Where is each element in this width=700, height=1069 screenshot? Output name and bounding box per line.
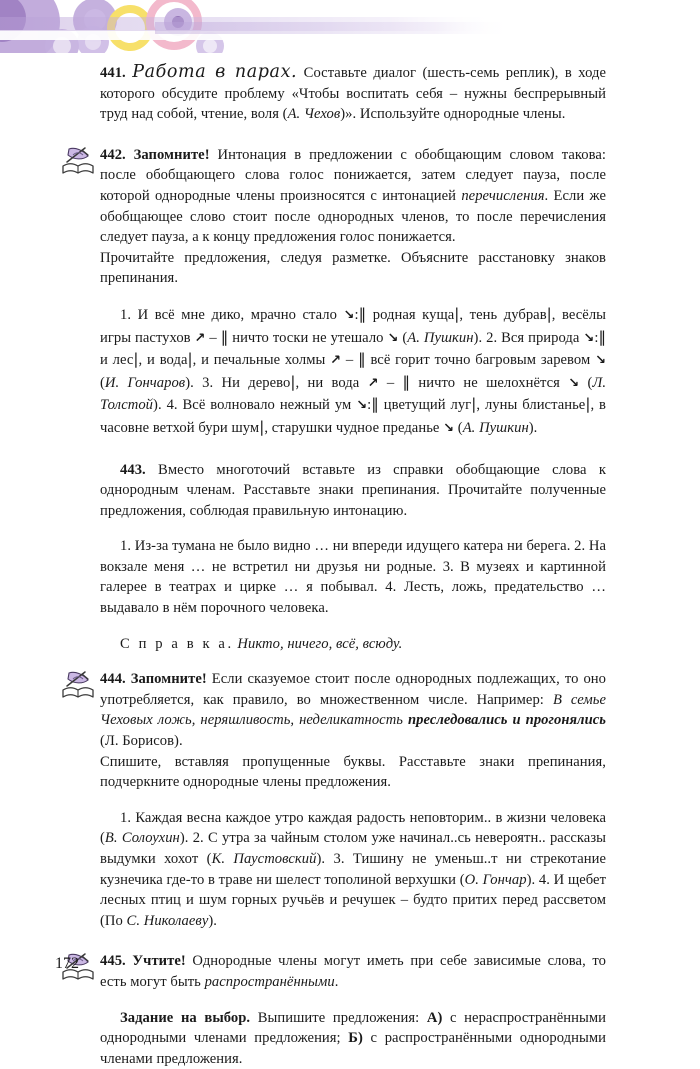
text-run-bolditalic: преследовались и прогонялись: [408, 712, 606, 729]
page-header-ornament: [0, 0, 700, 62]
text-run-italic: распространёнными: [204, 973, 335, 990]
text-run-spaced: С п р а в к а.: [120, 635, 234, 652]
exercise-445-task: Задание на выбор. Выпишите предложения: А) с нераспространёнными однородными членами предложения; Б) с распространёнными однородными членами предложения.: [100, 1009, 606, 1067]
text-run-bar: |: [454, 304, 460, 323]
text-run-bar: |: [585, 395, 591, 414]
text-run-bold: 444.: [100, 671, 126, 688]
exercise-444-rule: 444. Запомните! Если сказуемое стоит после однородных подлежащих, то оно употребляется, как правило, во множественном числе. Например: В семье Чеховых ложь, неряшливость, неделикатность преследовались и прогонялись (Л. Борисов).: [100, 671, 606, 750]
exercise-442-sentences: [100, 304, 606, 440]
text-run-italic: А. Пушкин: [407, 329, 474, 346]
open-book-with-quill-icon: [61, 146, 95, 176]
exercise-443-reference-text: [100, 634, 606, 655]
text-run-dbar: ‖: [371, 395, 379, 414]
text-run-mark: ↗: [367, 375, 379, 391]
exercise-445-rule: 445. Учтите! Однородные члены могут иметь при себе зависимые слова, то есть могут быть распространёнными.: [100, 953, 606, 990]
exercise-443-body: [100, 536, 606, 618]
exercise-444: [100, 669, 606, 793]
text-run-bold: А): [426, 1009, 443, 1026]
open-book-with-quill-icon: [61, 670, 95, 700]
text-run-bar: |: [546, 304, 552, 323]
exercise-443-task: 443. Вместо многоточий вставьте из справки обобщающие слова к однородным членам. Расставьте знаки препинания. Прочитайте полученные предложения, соблюдая правильную интонацию.: [100, 461, 606, 519]
text-run-italic: С. Николаеву: [126, 912, 209, 929]
text-run-italic: В семье Чеховых ложь, неряшливость, неделикатность: [100, 691, 606, 729]
exercise-443-sentences: 1. Из-за тумана не было видно … ни впереди идущего катера ни берега. 2. На вокзале меня … не встретил ни друзья ни родные. 3. В музеях и картинной галерее в театрах и цирке … я побывал. 4. Лесть, ложь, предательство … выдавало в нём порочного человека.: [100, 538, 606, 617]
text-run-mark: ↘: [343, 307, 355, 323]
deco-band-purple-right: [155, 22, 515, 34]
text-run-mark: ↘: [583, 330, 595, 346]
text-run-italic: Никто, ничего, всё, всюду.: [237, 635, 403, 652]
text-run-bar: |: [471, 395, 477, 414]
text-run-dbar: ‖: [402, 372, 411, 391]
text-run-dbar: ‖: [358, 350, 366, 369]
exercise-442: [100, 145, 606, 289]
text-run-script: Работа в парах.: [132, 62, 298, 82]
text-run-mark: ↘: [595, 353, 607, 369]
exercise-445: [100, 951, 606, 992]
text-run-dbar: ‖: [220, 327, 229, 346]
text-run-italic: перечисления: [461, 187, 545, 204]
text-run-bold: Запомните!: [130, 671, 207, 688]
text-run-mark: ↗: [194, 330, 206, 346]
page-content: [100, 62, 606, 1069]
text-run-mark: ↘: [387, 330, 399, 346]
text-run-bar: |: [290, 372, 296, 391]
text-run-italic: В. Солоухин: [104, 830, 180, 847]
exercise-444-sentences: 1. Каждая весна каждое утро каждая радость неповторим.. в жизни человека (В. Солоухин). 2. С утра за чайным столом уже начинал..сь невероятн.. рассказы выдумки хохот (К. Паустовский). 3. Тишину не уменьш..т ни стрекотание кузнечика где-то в траве ни шелест тополиной верхушки (О. Гончар). 4. И щебет лесных птиц и шум горных ручьёв и речушек – будто притих перед рассветом (По С. Николаеву).: [100, 809, 607, 929]
text-run-bar: |: [133, 350, 139, 369]
text-run-italic: К. Паустовский: [211, 851, 317, 867]
exercise-441: [100, 62, 606, 125]
exercise-443: [100, 460, 606, 522]
text-run-bar: |: [187, 350, 193, 369]
text-run-mark: ↘: [568, 375, 580, 391]
text-run-bold: Запомните!: [133, 146, 210, 163]
exercise-442-sentences-text: 1. И всё мне дико, мрачно стало ↘:‖ родная куща|, тень дубрав|, весёлы игры пастухов ↗ – ‖ ничто тоски не утешало ↘ (А. Пушкин). 2. Вся природа ↘:‖ и лес|, и вода|, и печальные холмы ↗ – ‖ всё горит точно багровым заревом ↘ (И. Гончаров). 3. Ни дерево|, ни вода ↗ – ‖ ничто не шелохнётся ↘ (Л. Толстой). 4. Всё волновало нежный ум ↘:‖ цветущий луг|, луны блистанье|, в часовне ветхой бури шум|, старушки чудное преданье ↘ (А. Пушкин).: [100, 304, 607, 436]
text-run-bold: 441.: [100, 65, 126, 81]
circles-ornament: [0, 0, 700, 62]
deco-circle-small-right-core: [203, 39, 217, 53]
text-run-bold: 442.: [100, 146, 126, 163]
text-run-italic: А. Чехов: [287, 106, 341, 123]
text-run-italic: Л. Толстой: [100, 374, 607, 414]
exercise-444-body: [100, 808, 606, 932]
deco-band-bottom-mask: [0, 53, 700, 62]
text-run-bold: 445.: [100, 953, 126, 970]
text-run-mark: ↗: [330, 353, 342, 369]
text-run-bold: 443.: [120, 461, 146, 478]
exercise-445-body: [100, 1008, 606, 1069]
text-run-mark: ↘: [356, 398, 368, 414]
text-run-italic: О. Гончар: [464, 871, 527, 888]
text-run-bold: Задание на выбор.: [120, 1009, 251, 1026]
text-run-dbar: ‖: [358, 304, 367, 323]
text-run-mark: ↘: [443, 420, 455, 436]
page-number: 172: [55, 955, 79, 972]
exercise-443-reference: [100, 634, 606, 655]
text-run-dbar: ‖: [598, 327, 606, 346]
text-run-italic: И. Гончаров: [104, 374, 186, 391]
exercise-441-paragraph: 441. Работа в парах. Составьте диалог (шесть-семь реплик), в ходе которого обсудите проблему «Чтобы воспитать себя – нужны беспрерывный труд над собой, чтение, воля (А. Чехов)». Используйте однородные члены.: [100, 62, 606, 123]
exercise-442-task: Прочитайте предложения, следуя разметке. Объясните расстановку знаков препинания.: [100, 249, 606, 287]
text-run-bold: Учтите!: [132, 953, 186, 970]
text-run-italic: А. Пушкин: [462, 419, 529, 436]
exercise-444-task: Спишите, вставляя пропущенные буквы. Расставьте знаки препинания, подчеркните однородные члены предложения.: [100, 753, 606, 791]
exercise-442-rule: 442. Запомните! Интонация в предложении с обобщающим словом такова: после обобщающего слова голос понижается, затем следует пауза, после которой однородные члены произносятся с интонацией перечисления. Если же обобщающее слово стоит после однородных членов, то после перечисления следует пауза, а к концу предложения голос понижается.: [100, 146, 606, 246]
text-run-bold: Б): [348, 1030, 363, 1047]
text-run-bar: |: [259, 417, 265, 436]
